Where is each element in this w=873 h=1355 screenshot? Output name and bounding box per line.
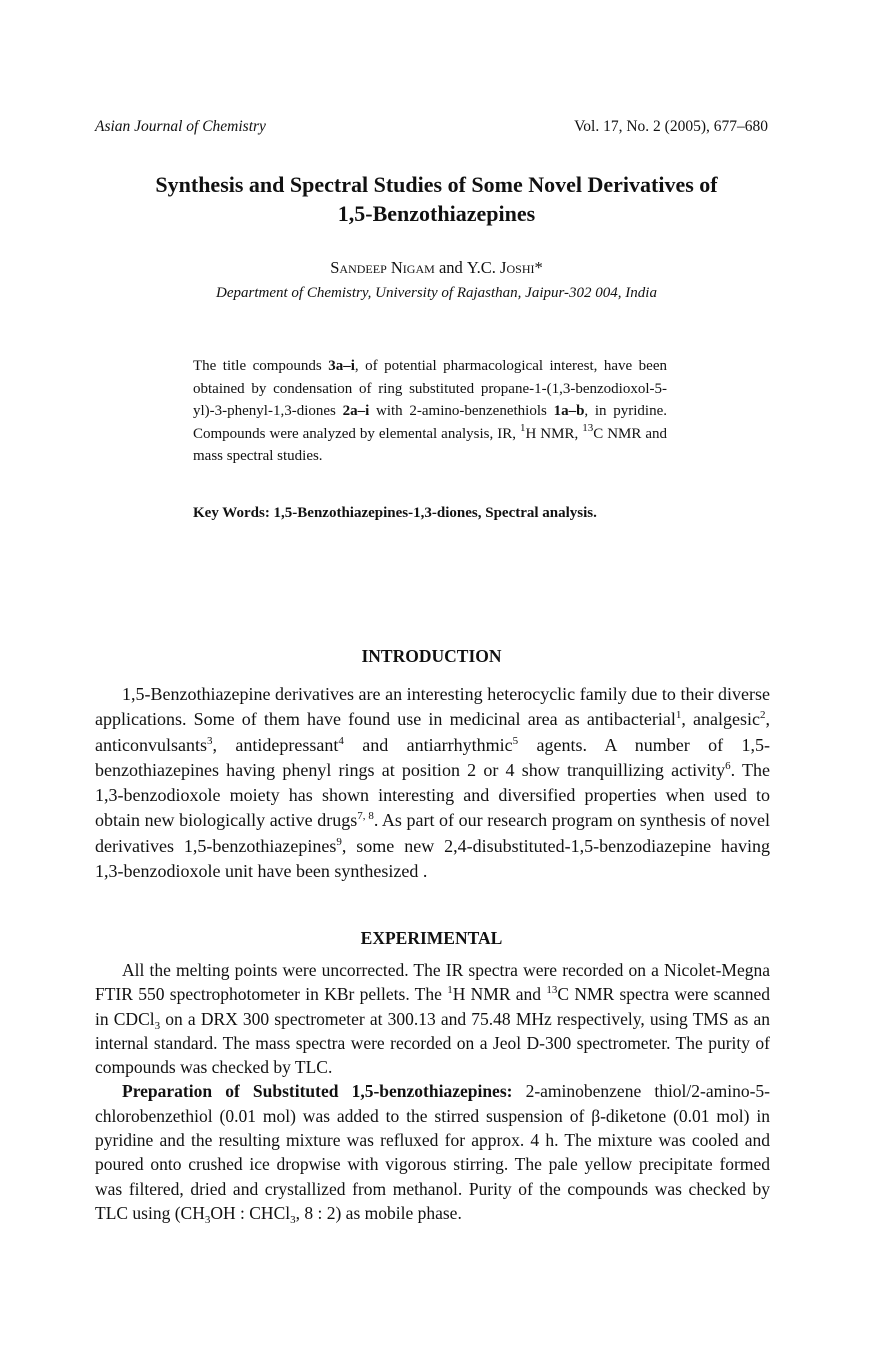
author-2: Y.C. Joshi* <box>466 258 543 277</box>
abstract-text: , in pyridine. Compounds were analyzed by elemental analysis, IR, <box>193 403 667 442</box>
body-text: on a DRX 300 spectrometer at 300.13 and 75.48 MHz respectively, using TMS as an internal standard. The mass spectra were recorded on a Jeol D-300 spectrometer. The purity of compounds was checked by TLC. <box>95 1008 770 1078</box>
compound-label: 1a–b <box>553 403 585 419</box>
body-text: , 8 : 2) as mobile phase. <box>295 1202 462 1223</box>
reference-marker: 3 <box>206 734 213 747</box>
body-text: H NMR and <box>452 984 547 1005</box>
affiliation: Department of Chemistry, University of Rajasthan, Jaipur-302 004, India <box>216 285 657 301</box>
superscript: 1 <box>519 421 526 434</box>
superscript: 13 <box>582 421 594 434</box>
reference-marker: 2 <box>760 709 766 722</box>
keywords: Key Words: 1,5-Benzothiazepines-1,3-diones, Spectral analysis. <box>193 505 597 521</box>
author-1: Sandeep Nigam <box>330 258 435 277</box>
body-text: 2-aminobenzene thiol/2-amino-5-chlorobenzethiol (0.01 mol) was added to the stirred suspension of β-diketone (0.01 mol) in pyridine and the resulting mixture was refluxed for approx. 4 h. The mixture was cooled and poured onto crushed ice dropwise with vigorous stirring. The pale yellow precipitate formed was filtered, dried and crystallized from methanol. Purity of the compounds was checked by TLC using (CH <box>95 1081 770 1223</box>
body-text: . As part of our research program on synthesis of novel derivatives 1,5-benzothiazepines <box>95 810 771 856</box>
body-text: , analgesic <box>681 709 760 730</box>
reference-marker: 4 <box>338 734 344 747</box>
body-text: 1,5-Benzothiazepine derivatives are an interesting heterocyclic family due to their diverse applications. Some of them have found use in medicinal area as antibacterial <box>95 684 770 730</box>
introduction-body <box>95 682 770 884</box>
experimental-heading: EXPERIMENTAL <box>360 928 503 948</box>
body-text: All the melting points were uncorrected. The IR spectra were recorded on a Nicolet-Megna FTIR 550 spectrophotometer in KBr pellets. The <box>95 960 770 1005</box>
body-text: , some new 2,4-disubstituted-1,5-benzodiazepine having 1,3-benzodioxole unit have been synthesized . <box>95 835 770 882</box>
running-header <box>95 118 768 138</box>
author-list <box>60 258 813 278</box>
abstract-text: C NMR and mass spectral studies. <box>193 425 668 464</box>
introduction-paragraph <box>95 682 770 884</box>
body-text: and antiarrhythmic <box>343 734 513 755</box>
reference-marker: 1 <box>675 709 682 722</box>
subscript: 3 <box>204 1213 211 1226</box>
author-conjunction: and <box>434 258 467 277</box>
introduction-heading: INTRODUCTION <box>361 646 502 666</box>
volume-info: Vol. 17, No. 2 (2005), 677–680 <box>574 118 768 135</box>
experimental-body <box>95 958 770 1225</box>
reference-marker: 5 <box>512 734 519 747</box>
superscript: 1 <box>447 984 453 997</box>
body-text: agents. A number of 1,5-benzothiazepines having phenyl rings at position 2 or 4 show tranquillizing activity <box>95 734 770 780</box>
reference-marker: 6 <box>725 759 731 772</box>
experimental-paragraph-2 <box>95 1079 770 1225</box>
reference-marker: 7, 8 <box>357 810 374 823</box>
title-line-1: Synthesis and Spectral Studies of Some Novel Derivatives of <box>155 172 718 197</box>
title-line-2: 1,5-Benzothiazepines <box>337 201 536 226</box>
body-text: , antidepressant <box>212 734 339 755</box>
abstract-text: , of potential pharmacological interest, have been obtained by condensation of ring substituted propane-1-(1,3-benzodioxol-5-yl)-3-phenyl-1,3-diones <box>193 358 668 419</box>
subscript: 3 <box>290 1213 296 1226</box>
abstract-text: with 2-amino-benzenethiols <box>369 403 554 419</box>
abstract <box>193 355 667 468</box>
compound-label: 3a–i <box>328 358 355 374</box>
paper-title <box>60 170 813 228</box>
superscript: 13 <box>546 984 558 997</box>
subscript: 3 <box>154 1019 161 1032</box>
body-text: C NMR spectra were scanned in CDCl <box>95 984 771 1029</box>
compound-label: 2a–i <box>342 403 370 419</box>
body-text: . The 1,3-benzodioxole moiety has shown interesting and diversified properties when used to obtain new biologically active drugs <box>95 759 770 831</box>
journal-name: Asian Journal of Chemistry <box>95 118 266 135</box>
reference-marker: 9 <box>336 835 342 848</box>
body-text: , anticonvulsants <box>95 709 770 755</box>
body-text: OH : CHCl <box>210 1202 291 1223</box>
abstract-text: H NMR, <box>525 425 583 442</box>
abstract-text: The title compounds <box>193 358 329 374</box>
experimental-paragraph-1 <box>95 958 770 1079</box>
run-in-heading: Preparation of Substituted 1,5-benzothiazepines: <box>122 1081 513 1102</box>
